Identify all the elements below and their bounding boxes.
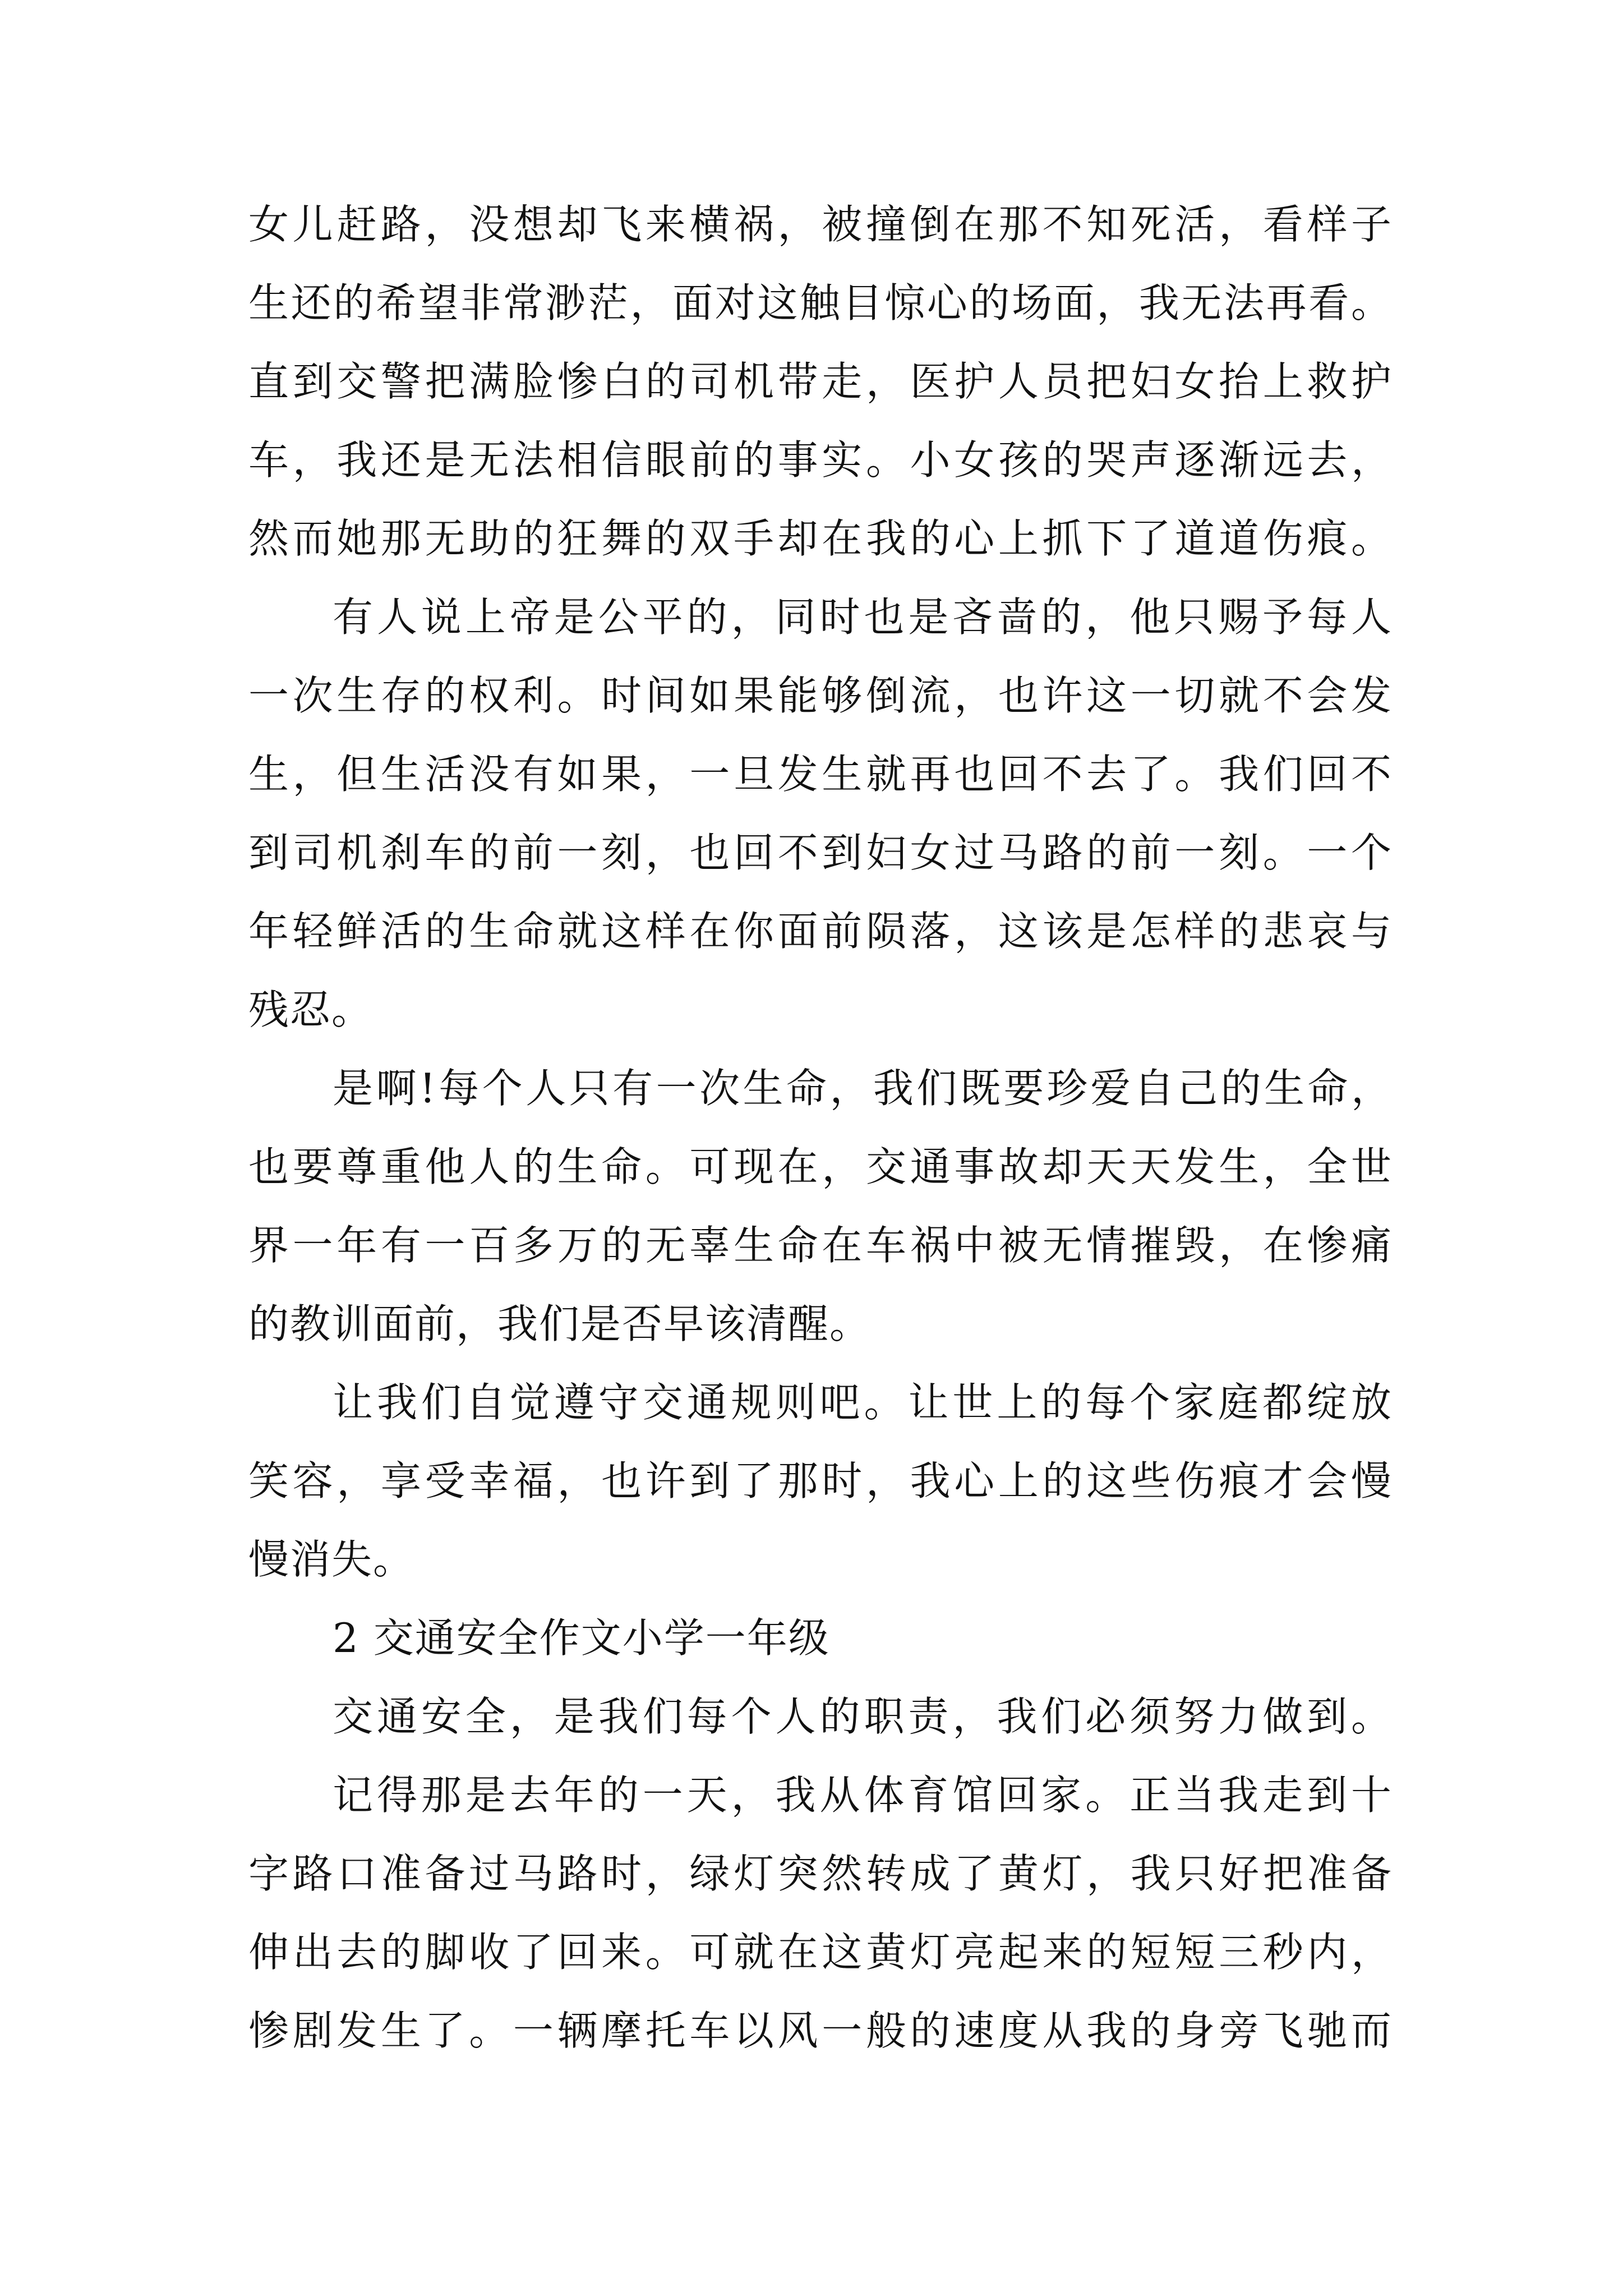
paragraph-line: 有人说上帝是公平的，同时也是吝啬的，他只赐予每人 bbox=[333, 593, 1393, 641]
paragraph-line: 然而她那无助的狂舞的双手却在我的心上抓下了道道伤痕。 bbox=[248, 515, 1393, 562]
paragraph-line: 交通安全，是我们每个人的职责，我们必须努力做到。 bbox=[333, 1693, 1393, 1740]
paragraph-line: 年轻鲜活的生命就这样在你面前陨落，这该是怎样的悲哀与 bbox=[248, 908, 1393, 955]
paragraph-line: 残忍。 bbox=[248, 986, 374, 1033]
paragraph-line: 的教训面前，我们是否早该清醒。 bbox=[248, 1300, 872, 1347]
paragraph-line: 到司机刹车的前一刻，也回不到妇女过马路的前一刻。一个 bbox=[248, 829, 1393, 876]
paragraph-line: 女儿赶路，没想却飞来横祸，被撞倒在那不知死活，看样子 bbox=[248, 201, 1393, 248]
section-heading: 2 交通安全作文小学一年级 bbox=[333, 1614, 830, 1662]
paragraph-line: 伸出去的脚收了回来。可就在这黄灯亮起来的短短三秒内， bbox=[248, 1929, 1393, 1976]
paragraph-line: 车，我还是无法相信眼前的事实。小女孩的哭声逐渐远去， bbox=[248, 436, 1393, 484]
paragraph-line: 生还的希望非常渺茫，面对这触目惊心的场面，我无法再看。 bbox=[248, 279, 1393, 326]
paragraph-line: 界一年有一百多万的无辜生命在车祸中被无情摧毁，在惨痛 bbox=[248, 1222, 1393, 1269]
paragraph-line: 惨剧发生了。一辆摩托车以风一般的速度从我的身旁飞驰而 bbox=[248, 2007, 1393, 2054]
paragraph-line: 记得那是去年的一天，我从体育馆回家。正当我走到十 bbox=[333, 1772, 1393, 1819]
paragraph-line: 字路口准备过马路时，绿灯突然转成了黄灯，我只好把准备 bbox=[248, 1850, 1393, 1897]
paragraph-line: 生，但生活没有如果，一旦发生就再也回不去了。我们回不 bbox=[248, 751, 1393, 798]
paragraph-line: 是啊!每个人只有一次生命，我们既要珍爱自己的生命， bbox=[333, 1065, 1393, 1112]
paragraph-line: 一次生存的权利。时间如果能够倒流，也许这一切就不会发 bbox=[248, 672, 1393, 719]
paragraph-line: 也要尊重他人的生命。可现在，交通事故却天天发生，全世 bbox=[248, 1143, 1393, 1190]
paragraph-line: 让我们自觉遵守交通规则吧。让世上的每个家庭都绽放 bbox=[333, 1379, 1393, 1426]
paragraph-line: 笑容，享受幸福，也许到了那时，我心上的这些伤痕才会慢 bbox=[248, 1457, 1393, 1504]
paragraph-line: 慢消失。 bbox=[248, 1536, 415, 1583]
paragraph-line: 直到交警把满脸惨白的司机带走，医护人员把妇女抬上救护 bbox=[248, 358, 1393, 405]
